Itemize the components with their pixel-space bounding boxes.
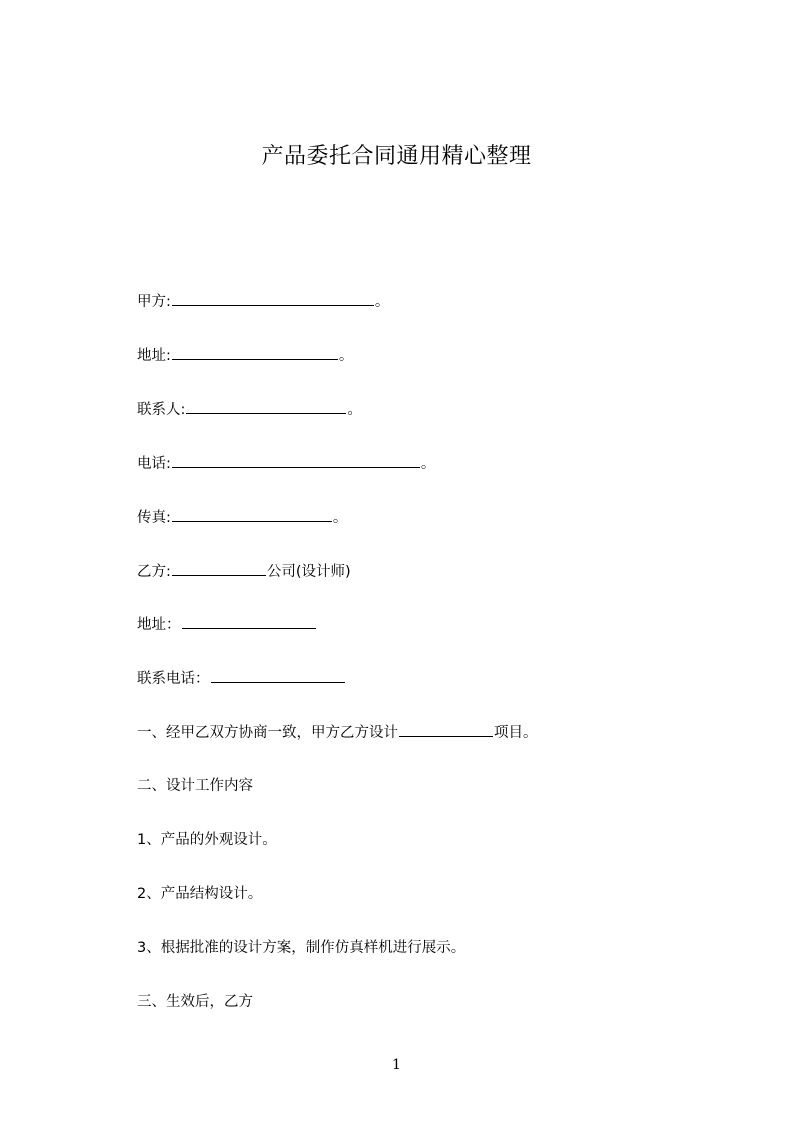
party-a-contact-label: 联系人: <box>137 402 186 418</box>
party-a-contact-blank <box>186 399 346 414</box>
party-b-address-blank <box>182 614 316 629</box>
party-a-phone-blank <box>172 453 420 468</box>
clause-2-heading: 二、设计工作内容 <box>137 778 253 794</box>
party-a-contact-line <box>137 399 362 420</box>
clause-1-line <box>137 722 538 743</box>
party-b-phone-line <box>137 668 346 689</box>
page-title: 产品委托合同通用精心整理 <box>261 144 532 169</box>
clause-3-heading: 三、生效后，乙方 <box>137 994 253 1010</box>
party-a-phone-line <box>137 453 435 474</box>
party-a-contact-end: 。 <box>347 402 362 418</box>
party-a-address-blank <box>172 345 338 360</box>
clause-1-prefix: 一、经甲乙双方协商一致，甲方乙方设计 <box>137 725 398 741</box>
party-a-fax-label: 传真: <box>137 510 171 526</box>
party-a-name-blank <box>172 291 374 306</box>
party-b-address-label: 地址： <box>137 617 181 633</box>
party-a-name-end: 。 <box>374 294 390 310</box>
party-b-name-suffix: 公司(设计师) <box>266 564 351 580</box>
party-b-name-blank <box>172 561 266 576</box>
party-a-address-line <box>137 345 353 366</box>
clause-2-item-2: 2、产品结构设计。 <box>137 886 263 902</box>
party-b-name-line <box>137 561 351 582</box>
clause-1-suffix: 项目。 <box>494 725 538 741</box>
party-b-name-label: 乙方: <box>137 564 171 580</box>
party-a-name-line <box>137 291 389 312</box>
party-a-name-label: 甲方: <box>137 294 171 310</box>
party-a-fax-line <box>137 507 347 528</box>
party-b-phone-label: 联系电话： <box>137 671 210 687</box>
party-a-phone-label: 电话: <box>137 456 171 472</box>
party-a-address-end: 。 <box>338 348 354 364</box>
party-a-phone-end: 。 <box>420 456 436 472</box>
party-b-address-line <box>137 614 317 635</box>
party-a-address-label: 地址: <box>137 348 171 364</box>
page-number: 1 <box>392 1057 401 1073</box>
clause-2-item-3: 3、根据批准的设计方案，制作仿真样机进行展示。 <box>137 940 466 956</box>
clause-2-item-1: 1、产品的外观设计。 <box>137 832 277 848</box>
party-a-fax-end: 。 <box>332 510 348 526</box>
party-a-fax-blank <box>172 507 332 522</box>
party-b-phone-blank <box>211 668 345 683</box>
clause-1-project-blank <box>399 722 493 737</box>
